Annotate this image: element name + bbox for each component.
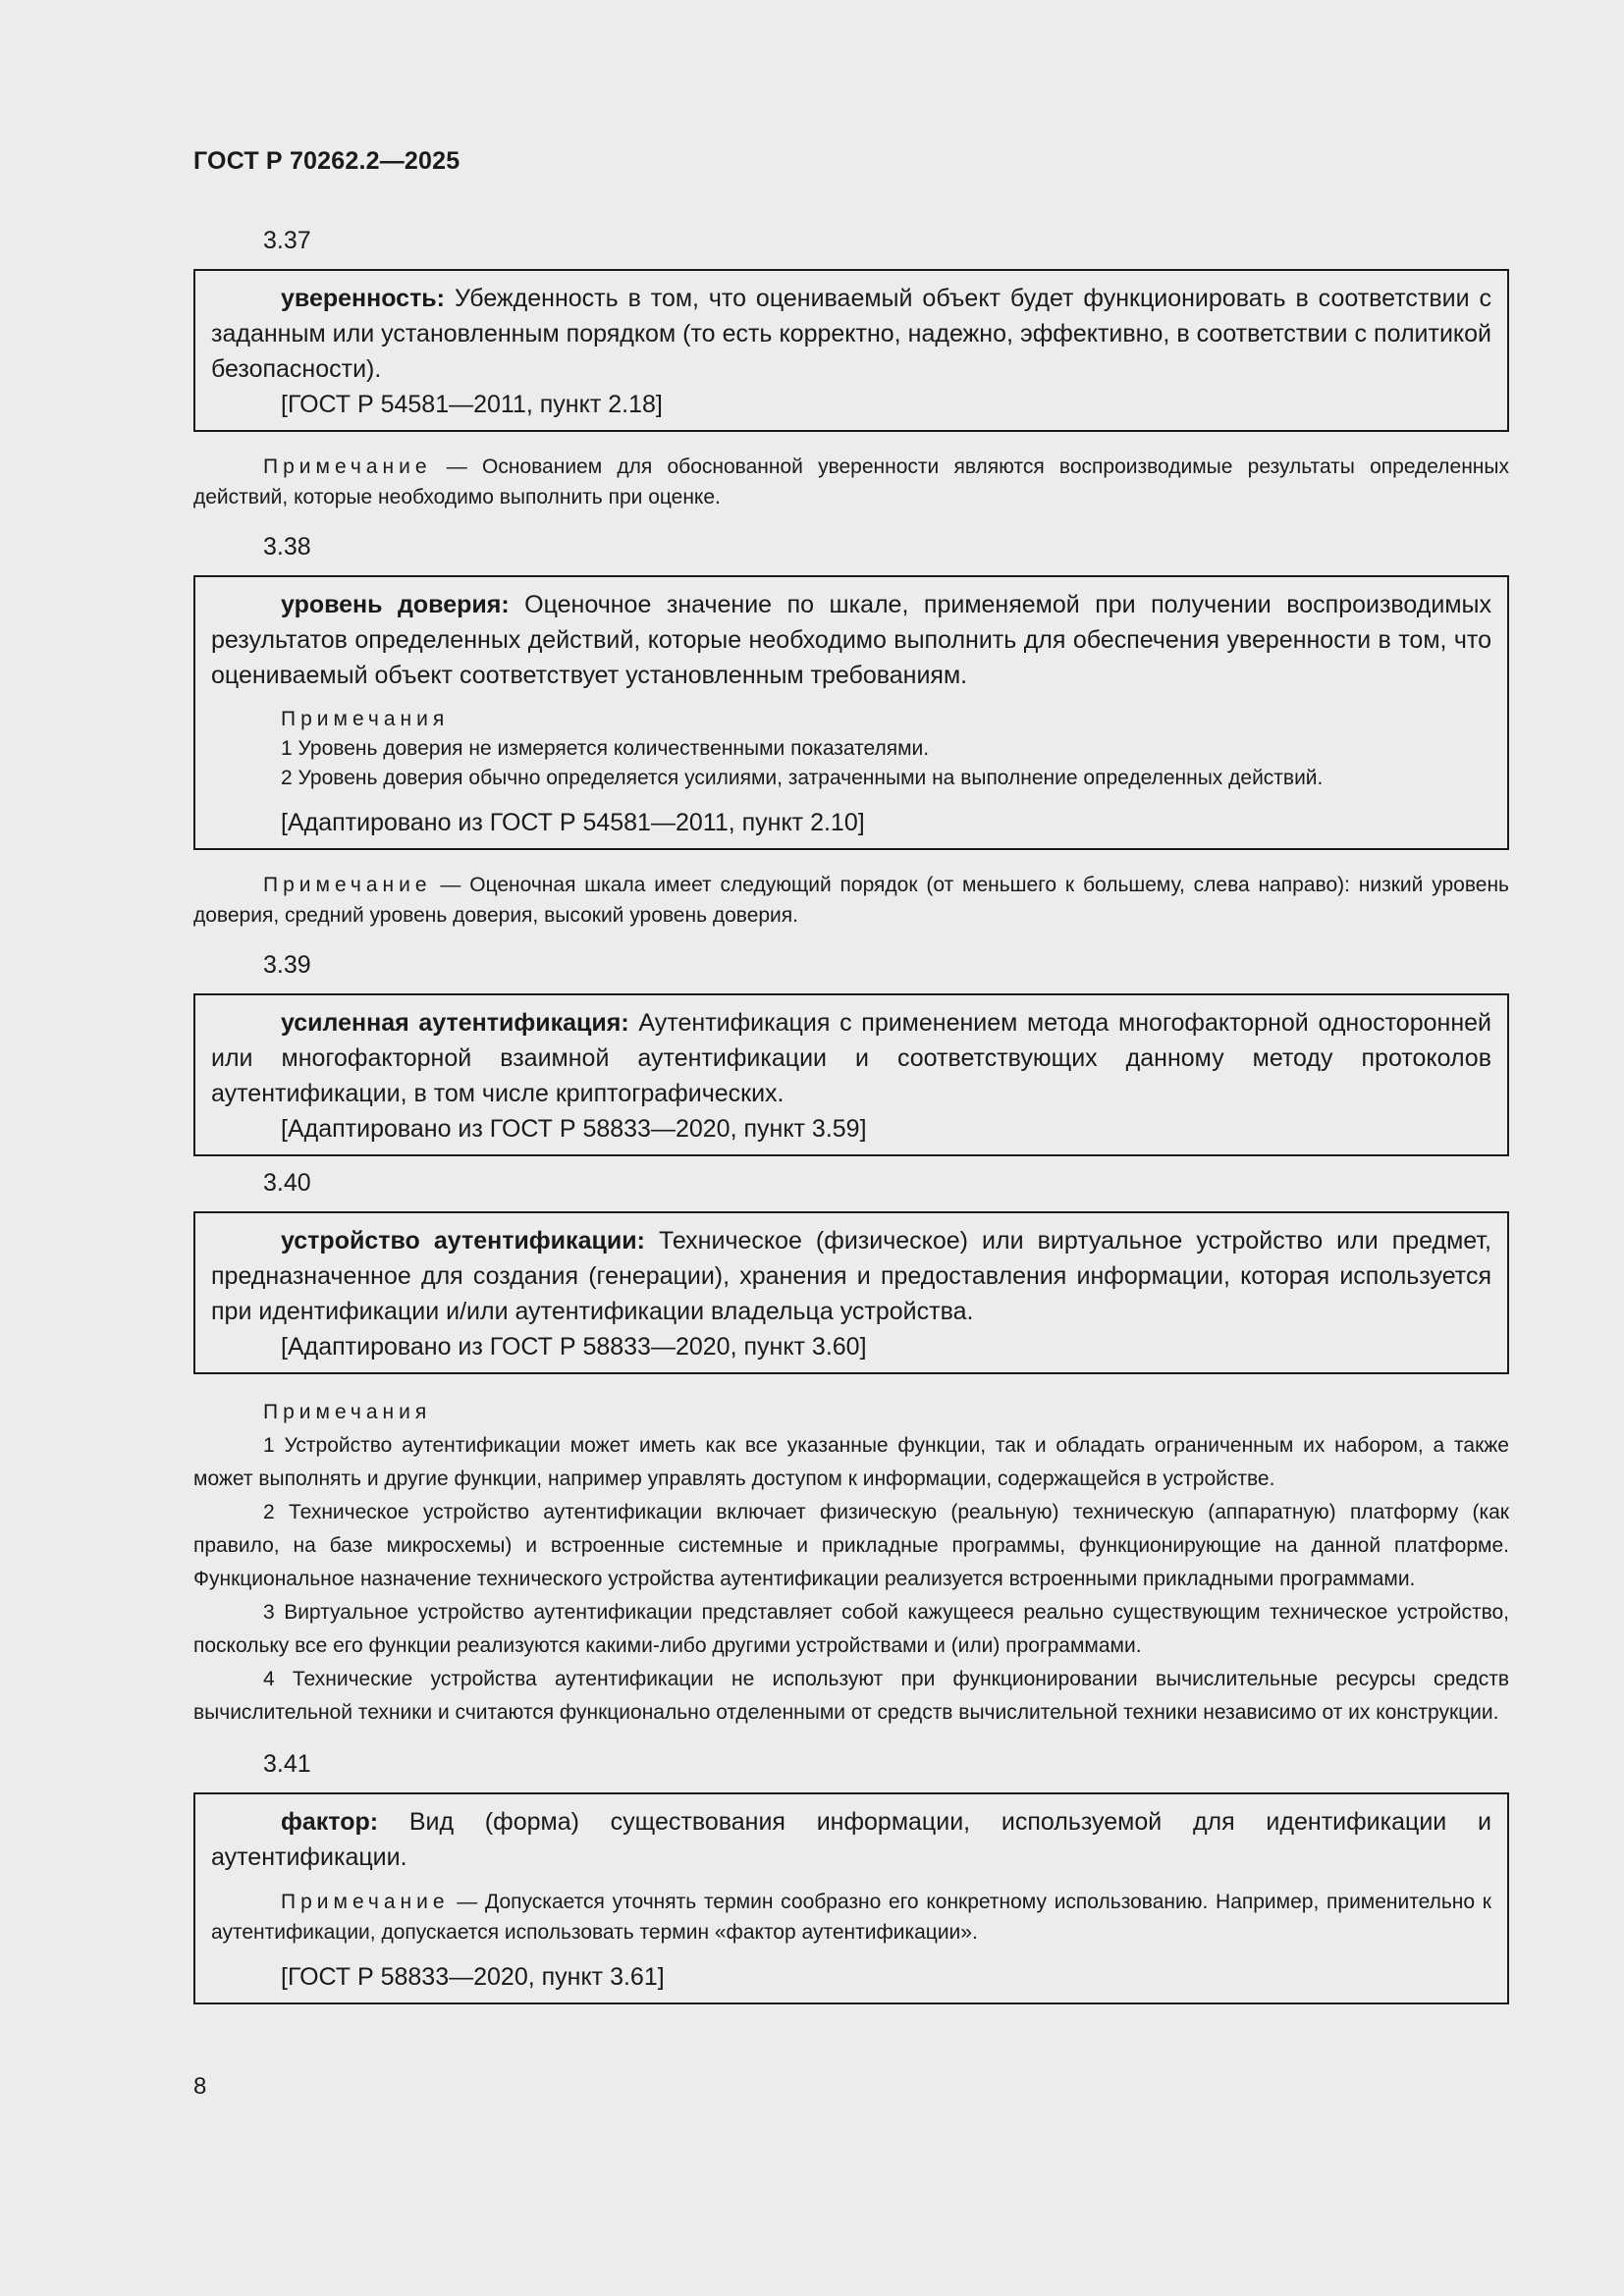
note-item: 3 Виртуальное устройство аутентификации представляет собой кажущееся реально существующим техническое устройство, поскольку все его функции реализуются какими-либо другими устройствами и (или) программами. <box>193 1601 1509 1657</box>
notes <box>193 1396 1509 1730</box>
definition-text: Техническое (физическое) или виртуальное устройство или предмет, предназначенное для создания (генерации), хранения и предоставления информации, которая используется при идентификации и/или аутентификации владельца устройства. <box>211 1227 1491 1325</box>
definition-text: Вид (форма) существования информации, используемой для идентификации и аутентификации. <box>211 1808 1491 1871</box>
note-text: — Допускается уточнять термин сообразно его конкретному использованию. Например, применительно к аутентификации, допускается использовать термин «фактор аутентификации». <box>211 1891 1491 1944</box>
term-name: уверенность: <box>281 285 446 312</box>
term-name: фактор: <box>281 1808 379 1836</box>
note <box>193 870 1509 931</box>
notes-title: Примечания <box>281 708 450 730</box>
note-text: — Оценочная шкала имеет следующий порядок (от меньшего к большему, слева направо): низкий уровень доверия, средний уровень доверия, высокий уровень доверия. <box>193 874 1509 927</box>
definition-text: Аутентификация с применением метода многофакторной односторонней или многофакторной взаимной аутентификации и соответствующих данному методу протоколов аутентификации, в том числе криптографических. <box>211 1009 1491 1107</box>
note-label: Примечание <box>281 1891 450 1913</box>
document-header: ГОСТ Р 70262.2—2025 <box>193 147 460 175</box>
term-definition <box>211 281 1491 387</box>
term-name: устройство аутентификации: <box>281 1227 645 1255</box>
term-number: 3.40 <box>263 1169 311 1197</box>
term-definition <box>211 1005 1491 1111</box>
term-number: 3.39 <box>263 951 311 979</box>
notes-title: Примечания <box>263 1401 432 1423</box>
note-text: — Основанием для обоснованной уверенности являются воспроизводимые результаты определенных действий, которые необходимо выполнить при оценке. <box>193 455 1509 508</box>
definition-text: Убежденность в том, что оцениваемый объект будет функционировать в соответствии с заданным или установленным порядком (то есть корректно, надежно, эффективно, в соответствии с политикой безопасности). <box>211 285 1491 383</box>
definition-text: Оценочное значение по шкале, применяемой при получении воспроизводимых результатов определенных действий, которые необходимо выполнить для обеспечения уверенности в том, что оцениваемый объект соответствует установленным требованиям. <box>211 591 1491 689</box>
note-item: 1 Уровень доверия не измеряется количественными показателями. <box>281 737 930 760</box>
term-box <box>193 1792 1509 2004</box>
note-item: 2 Уровень доверия обычно определяется усилиями, затраченными на выполнение определенных действий. <box>281 767 1324 789</box>
term-name: уровень доверия: <box>281 591 510 618</box>
term-number: 3.37 <box>263 227 311 254</box>
note-label: Примечание <box>263 874 432 896</box>
note-label: Примечание <box>263 455 432 478</box>
term-source: [ГОСТ Р 54581—2011, пункт 2.18] <box>281 391 663 418</box>
term-box <box>193 1211 1509 1374</box>
inner-notes <box>211 705 1491 793</box>
note <box>193 452 1509 512</box>
term-definition <box>211 1804 1491 1875</box>
term-source: [Адаптировано из ГОСТ Р 54581—2011, пункт 2.10] <box>281 809 865 836</box>
term-number: 3.41 <box>263 1750 311 1778</box>
term-source: [Адаптировано из ГОСТ Р 58833—2020, пункт 3.59] <box>281 1115 867 1143</box>
term-name: усиленная аутентификация: <box>281 1009 629 1037</box>
note-item: 2 Техническое устройство аутентификации включает физическую (реальную) техническую (аппаратную) платформу (как правило, на базе микросхемы) и встроенные системные и прикладные программы, функционирующие на данной платформе. Функциональное назначение технического устройства аутентификации реализуется встроенными прикладными программами. <box>193 1501 1509 1590</box>
page-number: 8 <box>193 2073 207 2100</box>
term-definition <box>211 1223 1491 1329</box>
note <box>211 1887 1491 1948</box>
document-body <box>193 224 1509 2004</box>
note-item: 1 Устройство аутентификации может иметь как все указанные функции, так и обладать ограниченным их набором, а также может выполнять и другие функции, например управлять доступом к информации, содержащейся в устройстве. <box>193 1434 1509 1490</box>
term-source: [Адаптировано из ГОСТ Р 58833—2020, пункт 3.60] <box>281 1333 867 1361</box>
term-definition <box>211 587 1491 693</box>
term-source: [ГОСТ Р 58833—2020, пункт 3.61] <box>281 1963 665 1991</box>
term-box <box>193 993 1509 1156</box>
term-number: 3.38 <box>263 533 311 561</box>
note-item: 4 Технические устройства аутентификации не используют при функционировании вычислительные ресурсы средств вычислительной техники и считаются функционально отделенными от средств вычислительной техники независимо от их конструкции. <box>193 1668 1509 1724</box>
term-box <box>193 269 1509 432</box>
term-box <box>193 575 1509 850</box>
